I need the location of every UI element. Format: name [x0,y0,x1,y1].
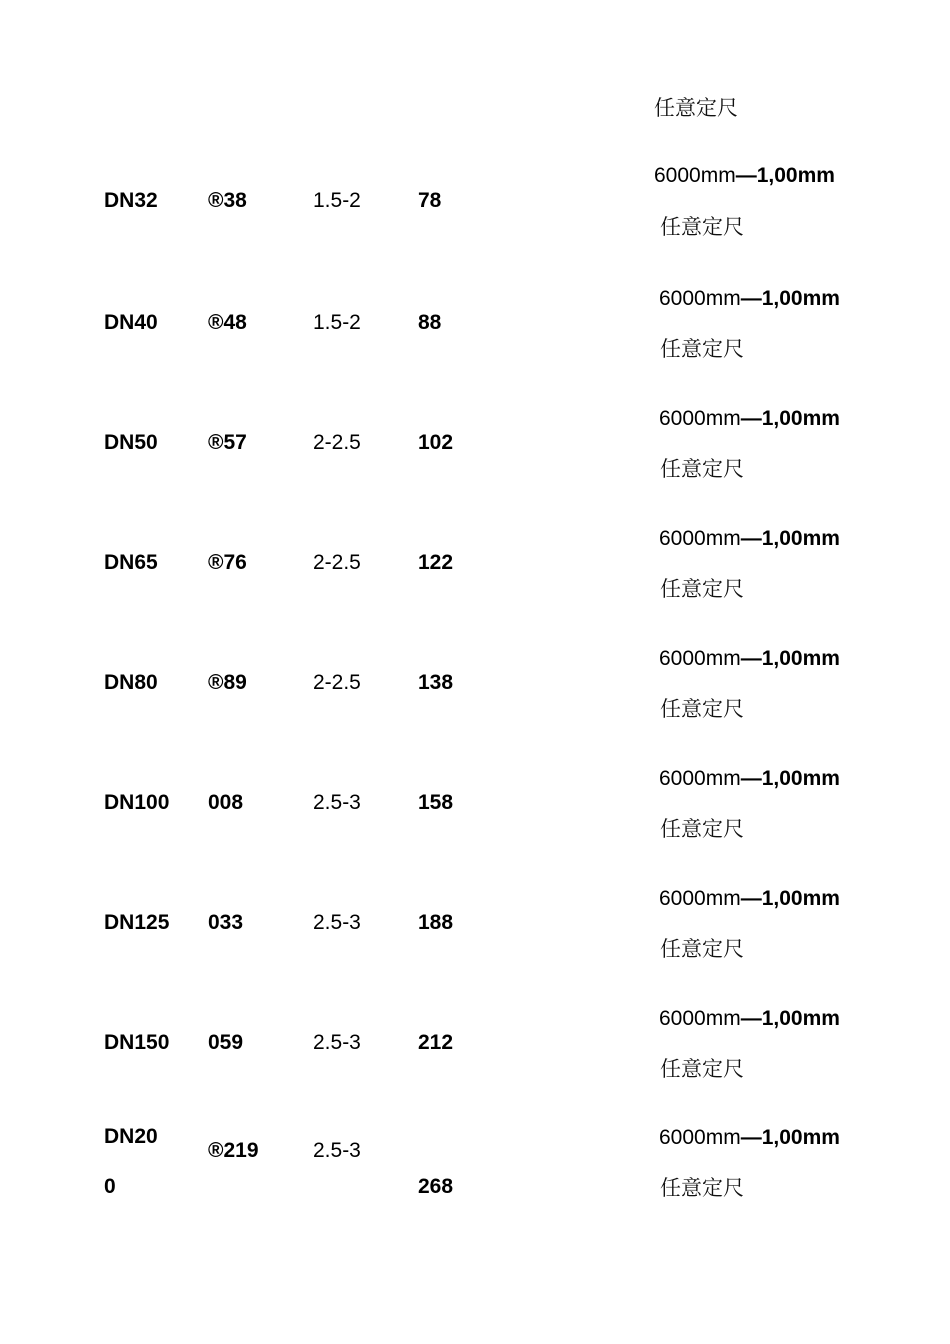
outer-diameter: 008 [208,791,244,814]
length-range [659,766,840,792]
outer-diameter: ®38 [208,189,247,212]
cut-note: 任意定尺 [660,215,744,239]
length-prefix: 6000mm [659,647,741,670]
dn-size: DN65 [104,551,158,574]
length-suffix: —1,00mm [740,1126,840,1149]
length-prefix: 6000mm [659,527,741,550]
dn-size: DN80 [104,671,158,694]
length-suffix: —1,00mm [740,527,840,550]
wall-thickness: 1.5-2 [313,311,361,334]
length-suffix: —1,00mm [740,887,840,910]
dn-size-line1: DN20 [104,1125,158,1148]
value: 188 [418,911,454,934]
outer-diameter: ®89 [208,671,247,694]
dn-size: DN32 [104,189,158,212]
length-range [659,286,840,312]
value: 78 [418,189,442,212]
cut-note: 任意定尺 [660,337,744,361]
cut-note: 任意定尺 [660,937,744,961]
cut-note: 任意定尺 [660,457,744,481]
length-suffix: —1,00mm [740,647,840,670]
wall-thickness: 2.5-3 [313,1031,361,1054]
dn-size: DN40 [104,311,158,334]
value: 88 [418,311,442,334]
dn-size-line2: 0 [104,1175,116,1198]
length-prefix: 6000mm [659,287,741,310]
value: 268 [418,1175,454,1198]
wall-thickness: 2.5-3 [313,791,361,814]
outer-diameter: ®48 [208,311,247,334]
cut-note: 任意定尺 [660,1057,744,1081]
length-suffix: —1,00mm [740,287,840,310]
value: 138 [418,671,454,694]
length-range [659,646,840,672]
top-cut-note: 任意定尺 [654,96,738,120]
dn-size: DN100 [104,791,170,814]
outer-diameter: ®219 [208,1139,259,1162]
cut-note: 任意定尺 [660,817,744,841]
cut-note: 任意定尺 [660,697,744,721]
wall-thickness: 2-2.5 [313,551,361,574]
value: 122 [418,551,454,574]
outer-diameter: 059 [208,1031,244,1054]
wall-thickness: 1.5-2 [313,189,361,212]
length-range [659,526,840,552]
dn-size: DN125 [104,911,170,934]
wall-thickness: 2.5-3 [313,1139,361,1162]
length-prefix: 6000mm [659,1126,741,1149]
dn-size: DN50 [104,431,158,454]
dn-size: DN150 [104,1031,170,1054]
wall-thickness: 2-2.5 [313,671,361,694]
wall-thickness: 2-2.5 [313,431,361,454]
length-range [654,163,835,189]
value: 212 [418,1031,454,1054]
length-range [659,406,840,432]
length-range [659,1125,840,1151]
length-prefix: 6000mm [659,407,741,430]
length-range [659,886,840,912]
length-prefix: 6000mm [659,887,741,910]
length-prefix: 6000mm [659,767,741,790]
length-range [659,1006,840,1032]
value: 158 [418,791,454,814]
length-prefix: 6000mm [654,164,736,187]
cut-note: 任意定尺 [660,577,744,601]
cut-note: 任意定尺 [660,1176,744,1200]
length-suffix: —1,00mm [735,164,835,187]
length-prefix: 6000mm [659,1007,741,1030]
wall-thickness: 2.5-3 [313,911,361,934]
outer-diameter: ®76 [208,551,247,574]
length-suffix: —1,00mm [740,1007,840,1030]
length-suffix: —1,00mm [740,767,840,790]
value: 102 [418,431,454,454]
outer-diameter: ®57 [208,431,247,454]
length-suffix: —1,00mm [740,407,840,430]
outer-diameter: 033 [208,911,244,934]
